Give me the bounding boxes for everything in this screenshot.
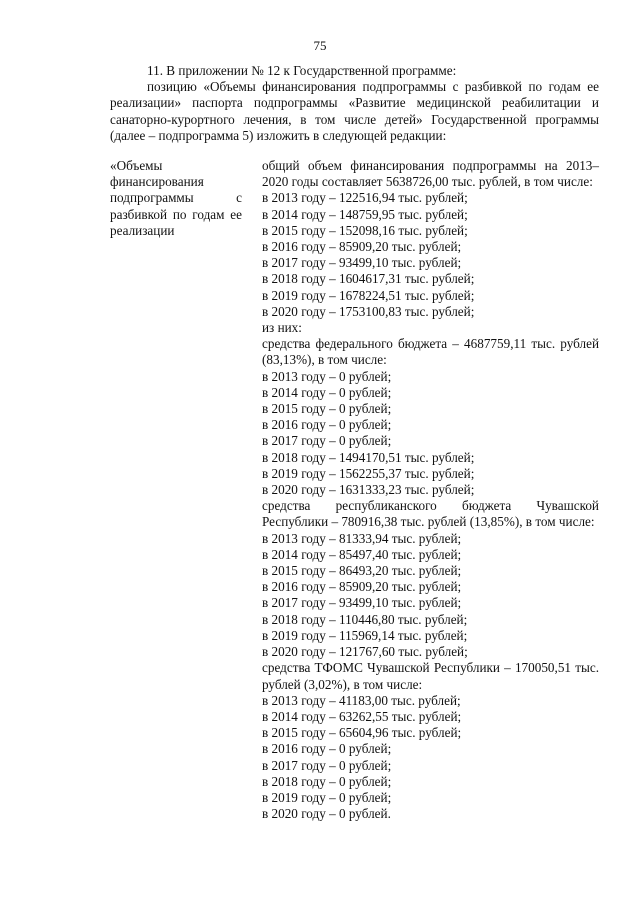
- federal-year-line: в 2018 году – 1494170,51 тыс. рублей;: [262, 449, 475, 465]
- republic-year-line: в 2013 году – 81333,94 тыс. рублей;: [262, 530, 462, 546]
- of-them-label: из них:: [262, 320, 302, 336]
- tfoms-year-line: в 2015 году – 65604,96 тыс. рублей;: [262, 725, 462, 741]
- republic-year-line: в 2016 году – 85909,20 тыс. рублей;: [262, 579, 462, 595]
- republic-year-line: в 2017 году – 93499,10 тыс. рублей;: [262, 595, 462, 611]
- tfoms-year-line: в 2017 году – 0 рублей;: [262, 757, 392, 773]
- federal-budget-intro: средства федерального бюджета – 4687759,11 тыс. рублей (83,13%), в том числе:: [262, 336, 599, 368]
- total-year-line: в 2015 году – 152098,16 тыс. рублей;: [262, 222, 468, 238]
- total-year-line: в 2019 году – 1678224,51 тыс. рублей;: [262, 287, 475, 303]
- tfoms-year-line: в 2018 году – 0 рублей;: [262, 773, 392, 789]
- tfoms-year-line: в 2013 году – 41183,00 тыс. рублей;: [262, 692, 461, 708]
- amendment-item: [110, 63, 599, 144]
- total-year-line: в 2020 году – 1753100,83 тыс. рублей;: [262, 303, 475, 319]
- page-number: 75: [313, 38, 327, 53]
- federal-year-line: в 2015 году – 0 рублей;: [262, 401, 392, 417]
- total-year-line: в 2017 году – 93499,10 тыс. рублей;: [262, 255, 462, 271]
- tfoms-year-line: в 2020 году – 0 рублей.: [262, 806, 391, 822]
- item-heading: 11. В приложении № 12 к Государственной программе:: [147, 63, 457, 78]
- total-year-line: в 2014 году – 148759,95 тыс. рублей;: [262, 206, 468, 222]
- tfoms-year-line: в 2016 году – 0 рублей;: [262, 741, 392, 757]
- federal-year-line: в 2016 году – 0 рублей;: [262, 417, 392, 433]
- republic-year-line: в 2015 году – 86493,20 тыс. рублей;: [262, 563, 462, 579]
- table-left-cell: «Объемы финансирования подпрограммы с разбивкой по годам ее реализации: [110, 158, 242, 238]
- total-year-line: в 2018 году – 1604617,31 тыс. рублей;: [262, 271, 475, 287]
- republic-year-line: в 2014 году – 85497,40 тыс. рублей;: [262, 546, 462, 562]
- item-text: позицию «Объемы финансирования подпрограммы с разбивкой по годам ее реализации» паспорта подпрограммы «Развитие медицинской реабилитации и санаторно-курортного лечения, в том числе детей» Государственной программы (далее – подпрограмма 5) изложить в следующей редакции:: [110, 79, 599, 143]
- federal-year-line: в 2019 году – 1562255,37 тыс. рублей;: [262, 465, 475, 481]
- total-year-line: в 2016 году – 85909,20 тыс. рублей;: [262, 239, 462, 255]
- total-year-line: в 2013 году – 122516,94 тыс. рублей;: [262, 190, 468, 206]
- table-right-cell: [262, 158, 599, 822]
- tfoms-intro: средства ТФОМС Чувашской Республики – 170050,51 тыс. рублей (3,02%), в том числе:: [262, 660, 599, 692]
- republic-year-line: в 2020 году – 121767,60 тыс. рублей;: [262, 644, 468, 660]
- federal-year-line: в 2013 году – 0 рублей;: [262, 368, 392, 384]
- federal-year-line: в 2017 году – 0 рублей;: [262, 433, 392, 449]
- tfoms-year-line: в 2014 году – 63262,55 тыс. рублей;: [262, 708, 462, 724]
- republic-year-line: в 2018 году – 110446,80 тыс. рублей;: [262, 611, 468, 627]
- total-financing-intro: общий объем финансирования подпрограммы на 2013–2020 годы составляет 5638726,00 тыс. рублей, в том числе:: [262, 158, 599, 190]
- federal-year-line: в 2014 году – 0 рублей;: [262, 384, 392, 400]
- tfoms-year-line: в 2019 году – 0 рублей;: [262, 789, 392, 805]
- republic-year-line: в 2019 году – 115969,14 тыс. рублей;: [262, 627, 468, 643]
- republic-budget-intro: средства республиканского бюджета Чувашской Республики – 780916,38 тыс. рублей (13,85%), в том числе:: [262, 498, 599, 530]
- federal-year-line: в 2020 году – 1631333,23 тыс. рублей;: [262, 482, 475, 498]
